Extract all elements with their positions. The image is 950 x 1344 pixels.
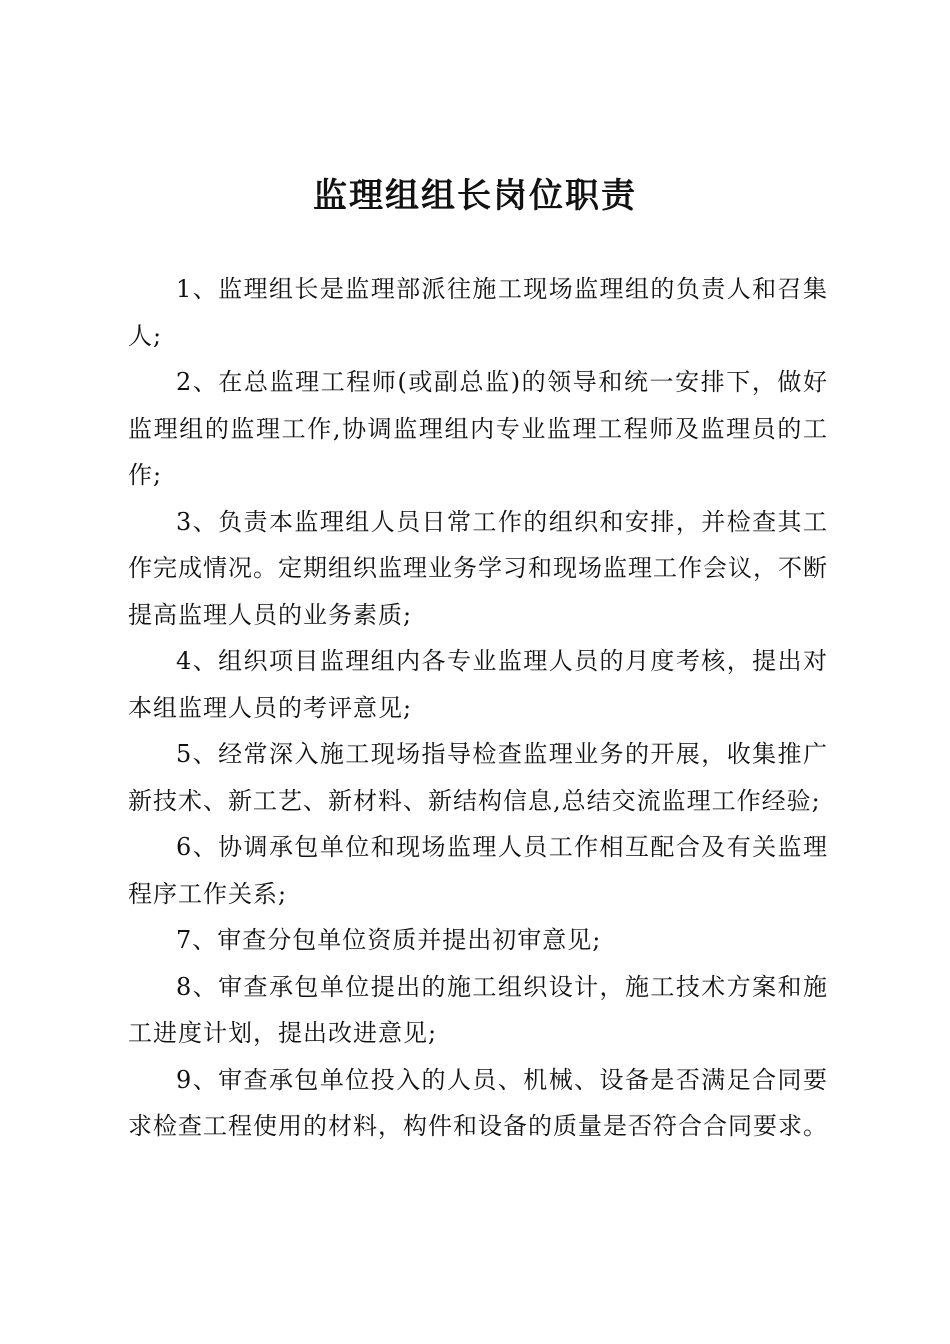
document-title: 监理组组长岗位职责 bbox=[313, 176, 637, 216]
duty-item-7: 7、审查分包单位资质并提出初审意见; bbox=[176, 926, 602, 954]
duty-item-9: 9、审查承包单位投入的人员、机械、设备是否满足合同要求检查工程使用的材料，构件和设备的质量是否符合合同要求。 bbox=[128, 1065, 828, 1140]
duty-item-3: 3、负责本监理组人员日常工作的组织和安排，并检查其工作完成情况。定期组织监理业务学习和现场监理工作会议，不断提高监理人员的业务素质; bbox=[128, 507, 828, 629]
duty-item-4: 4、组织项目监理组内各专业监理人员的月度考核，提出对本组监理人员的考评意见; bbox=[128, 647, 828, 722]
duty-item-5: 5、经常深入施工现场指导检查监理业务的开展，收集推广新技术、新工艺、新材料、新结构信息,总结交流监理工作经验; bbox=[128, 740, 828, 815]
duty-item-8: 8、审查承包单位提出的施工组织设计，施工技术方案和施工进度计划，提出改进意见; bbox=[128, 972, 828, 1047]
duty-item-1: 1、监理组长是监理部派往施工现场监理组的负责人和召集人; bbox=[128, 275, 828, 350]
document-body bbox=[128, 266, 828, 1150]
duty-item-6: 6、协调承包单位和现场监理人员工作相互配合及有关监理程序工作关系; bbox=[128, 833, 828, 908]
duty-item-2: 2、在总监理工程师(或副总监)的领导和统一安排下，做好监理组的监理工作,协调监理组内专业监理工程师及监理员的工作; bbox=[128, 368, 828, 489]
